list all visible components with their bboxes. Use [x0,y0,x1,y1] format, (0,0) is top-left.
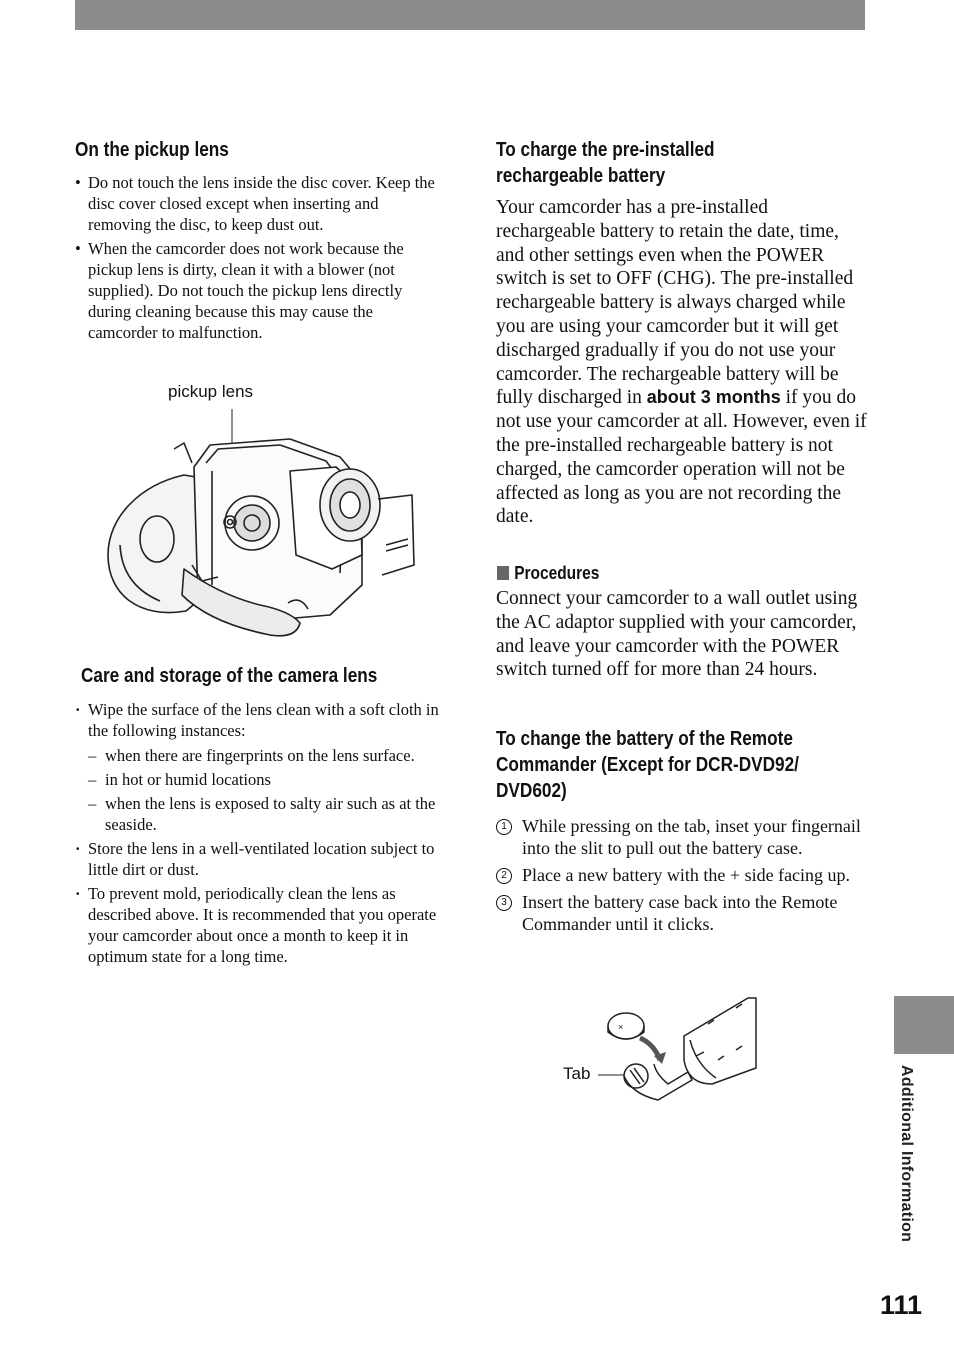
step-number: 3 [496,895,512,911]
list-item: • When the camcorder does not work because the pickup lens is dirty, clean it with a blower (not supplied). Do not touch the pickup lens directly during cleaning because this may cause the camcorder to malfunction. [75,238,445,343]
charge-text-2: if you do not use your camcorder at all. However, even if the pre-installed rechargeable battery is not charged, the camcorder operation will not be affected as long as you are not recording the date. [496,387,867,528]
care-heading: Care and storage of the camera lens [81,665,378,687]
care-list [75,699,445,967]
dash-item: – when there are fingerprints on the lens surface. [88,745,445,766]
procedures-label: Procedures [514,563,600,583]
list-item: · Store the lens in a well-ventilated location subject to little dirt or dust. [75,838,445,880]
tab-label: Tab [563,1064,591,1083]
procedures-text: Connect your camcorder to a wall outlet using the AC adaptor supplied with your camcorder, and leave your camcorder with the POWER switch turned off for more than 24 hours. [496,588,858,681]
step-item [496,864,868,886]
list-item: · To prevent mold, periodically clean the lens as described above. It is recommended that you operate your camcorder about once a month to keep it in optimum state for a long time. [75,883,445,967]
step-text: Place a new battery with the + side facing up. [522,865,851,885]
step-number: 1 [496,819,512,835]
charge-heading-line1: To charge the pre-installed [496,139,715,161]
pickup-lens-list-wrap [75,172,445,346]
step-item [496,815,868,859]
procedures-heading [497,563,599,584]
battery-steps [496,815,868,935]
charge-paragraph [496,196,868,529]
battery-heading [496,726,799,804]
battery-heading-line3: DVD602) [496,780,567,802]
procedures-text-wrap [496,587,868,682]
battery-steps-wrap [496,815,868,940]
step-item [496,891,868,935]
step-text: While pressing on the tab, inset your fingernail into the slit to pull out the battery case. [522,816,861,858]
svg-text:×: × [618,1022,624,1032]
dash-item: – when the lens is exposed to salty air such as at the seaside. [88,793,445,835]
pickup-lens-heading: On the pickup lens [75,139,229,161]
camcorder-illustration [100,405,420,645]
charge-heading-line2: rechargeable battery [496,165,666,187]
section-tab [894,996,954,1054]
step-text: Insert the battery case back into the Remote Commander until it clicks. [522,892,838,934]
list-item: • Do not touch the lens inside the disc cover. Keep the disc cover closed except when inserting and removing the disc, to keep dust out. [75,172,445,235]
remote-battery-illustration [596,994,758,1106]
charge-text-1: Your camcorder has a pre-installed rechargeable battery to retain the date, time, and other settings even when the POWER switch is set to OFF (CHG). The pre-installed rechargeable battery is always charged while you are using your camcorder but it will get discharged gradually if you do not use your camcorder. The rechargeable battery will be fully discharged in [496,197,854,409]
section-label: Additional Information [898,1065,915,1243]
care-dash-list [88,745,445,835]
charge-emphasis: about 3 months [646,387,781,408]
step-number: 2 [496,868,512,884]
header-bar [75,0,865,30]
pickup-lens-label: pickup lens [168,382,254,401]
page-number: 111 [880,1290,923,1320]
care-list-wrap [75,699,445,970]
battery-heading-line1: To change the battery of the Remote [496,728,793,750]
charge-text-wrap [496,196,868,529]
list-item [75,699,445,835]
care-bullet-1-text: Wipe the surface of the lens clean with a soft cloth in the following instances: [88,700,439,740]
pickup-lens-list [75,172,445,343]
square-bullet-icon [497,566,509,580]
charge-heading [496,137,715,189]
dash-item: – in hot or humid locations [88,769,445,790]
battery-heading-line2: Commander (Except for DCR-DVD92/ [496,754,799,776]
